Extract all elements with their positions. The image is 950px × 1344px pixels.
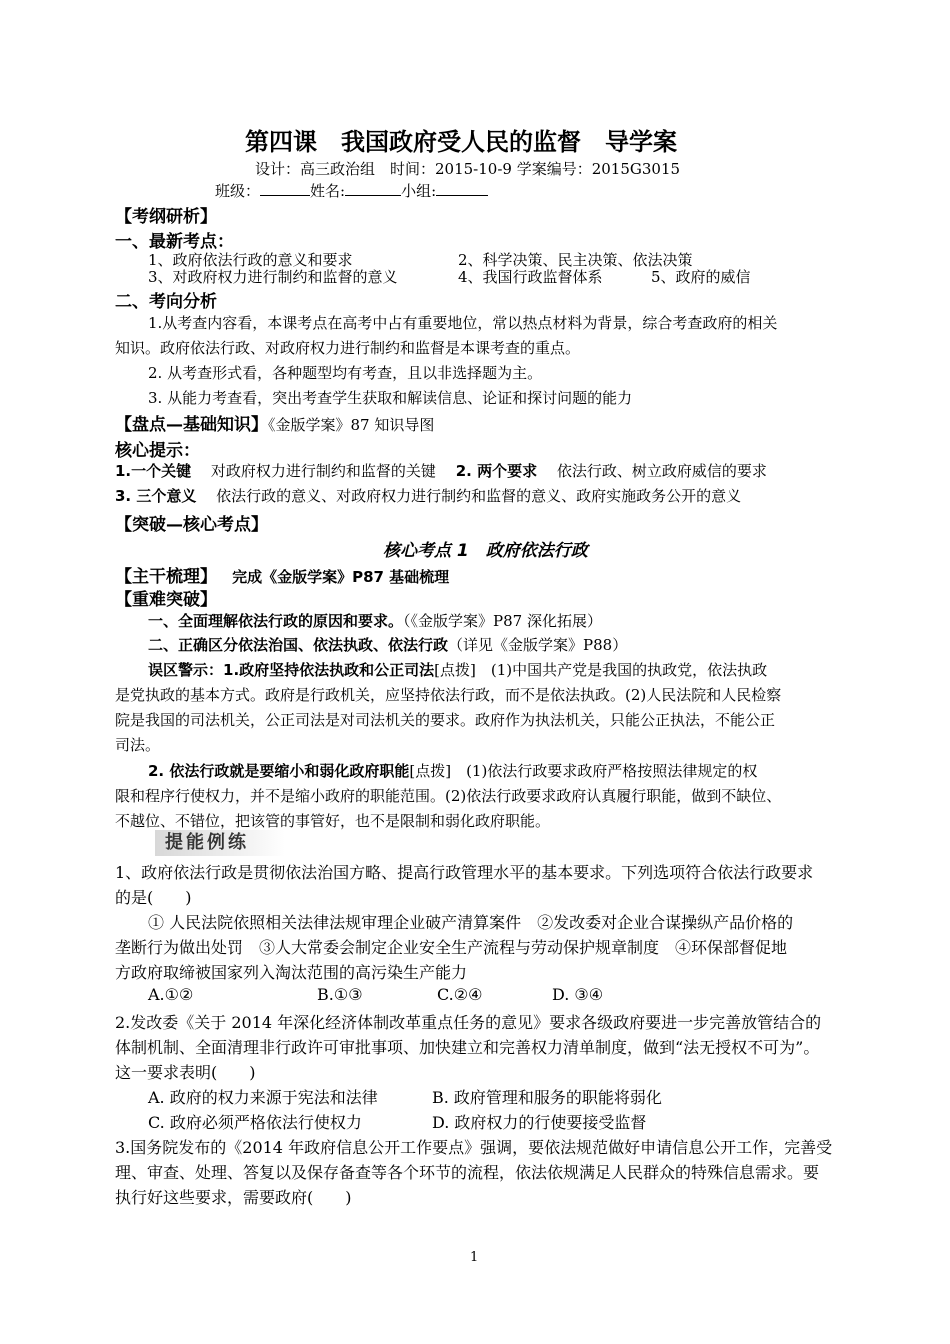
q2-option-b[interactable]: B. 政府管理和服务的职能将弱化 — [432, 1088, 662, 1107]
group-blank[interactable] — [436, 181, 488, 196]
name-blank[interactable] — [345, 181, 401, 196]
meta-line: 设计：高三政治组 时间：2015-10-9 学案编号：2015G3015 — [255, 160, 681, 178]
point-5: 5、政府的威信 — [651, 268, 751, 286]
core-point-title: 核心考点 1 政府依法行政 — [383, 541, 588, 561]
q2-option-d[interactable]: D. 政府权力的行使要接受监督 — [432, 1113, 647, 1132]
point-3: 3、对政府权力进行制约和监督的意义 — [148, 268, 398, 286]
warning-1-line2: 是党执政的基本方式。政府是行政机关，应坚持依法行政，而不是依法执政。(2)人民法院和人民检察 — [115, 686, 782, 704]
q3-line2: 理、审查、处理、答复以及保存备查等各个环节的流程，依法依规满足人民群众的特殊信息需求。要 — [115, 1163, 820, 1182]
class-line: 班级： 姓名: 小组: — [215, 180, 488, 201]
warning-1: 误区警示：1.政府坚持依法执政和公正司法[点拨] (1)中国共产党是我国的执政党，依法执政 — [148, 661, 768, 679]
warning-1-line3: 院是我国的司法机关，公正司法是对司法机关的要求。政府作为执法机关，只能公正执法，不能公正 — [115, 711, 776, 729]
q1-line3: ① 人民法院依照相关法律法规审理企业破产清算案件 ②发改委对企业合谋操纵产品价格的 — [148, 913, 794, 932]
q3-line1: 3.国务院发布的《2014 年政府信息公开工作要点》强调，要依法规范做好申请信息公开工作，完善受 — [115, 1138, 833, 1157]
section-syllabus: 【考纲研析】 — [115, 207, 217, 227]
point-2: 2、科学决策、民主决策、依法决策 — [458, 251, 693, 269]
analysis-3: 3. 从能力考查看，突出考查学生获取和解读信息、论证和探讨问题的能力 — [148, 389, 633, 407]
page-title: 第四课 我国政府受人民的监督 导学案 — [245, 128, 677, 156]
key-2: 二、正确区分依法治国、依法执政、依法行政（详见《金版学案》P88） — [148, 636, 628, 654]
q2-option-a[interactable]: A. 政府的权力来源于宪法和法律 — [148, 1088, 378, 1107]
key-1: 一、全面理解依法行政的原因和要求。（《金版学案》P87 深化拓展） — [148, 612, 602, 630]
q1-option-c[interactable]: C.②④ — [437, 985, 483, 1004]
q1-line5: 方政府取缔被国家列入淘汰范围的高污染生产能力 — [115, 963, 468, 982]
q1-option-d[interactable]: D. ③④ — [552, 985, 604, 1004]
subsection-latest: 一、最新考点： — [115, 232, 234, 252]
q1-line4: 垄断行为做出处罚 ③人大常委会制定企业安全生产流程与劳动保护规章制度 ④环保部督促地 — [115, 938, 788, 957]
analysis-1-line1: 1.从考查内容看，本课考点在高考中占有重要地位，常以热点材料为背景，综合考查政府的相关 — [148, 314, 778, 332]
warning-2-line3: 不越位、不错位，把该管的事管好，也不是限制和弱化政府职能。 — [115, 812, 551, 830]
q1-line2: 的是( ) — [115, 888, 192, 907]
subsection-direction: 二、考向分析 — [115, 292, 217, 312]
q2-option-c[interactable]: C. 政府必须严格依法行使权力 — [148, 1113, 362, 1132]
q1-option-a[interactable]: A.①② — [148, 985, 194, 1004]
section-core: 【突破—核心考点】 — [115, 515, 268, 535]
q2-line2: 体制机制、全面清理非行政许可审批事项、加快建立和完善权力清单制度，做到“法无授权不可为”。 — [115, 1038, 820, 1057]
section-basics: 【盘点—基础知识】《金版学案》87 知识导图 — [115, 415, 435, 435]
key-difficult: 【重难突破】 — [115, 590, 217, 610]
core-tip-label: 核心提示： — [115, 441, 200, 461]
q1-option-b[interactable]: B.①③ — [317, 985, 363, 1004]
q3-line3: 执行好这些要求，需要政府( ) — [115, 1188, 352, 1207]
main-review: 【主干梳理】 完成《金版学案》P87 基础梳理 — [115, 567, 450, 587]
point-1: 1、政府依法行政的意义和要求 — [148, 251, 353, 269]
q2-line1: 2.发改委《关于 2014 年深化经济体制改革重点任务的意见》要求各级政府要进一步完善放管结合的 — [115, 1013, 822, 1032]
class-blank[interactable] — [260, 181, 310, 196]
tip-1-2: 1.一个关键 对政府权力进行制约和监督的关键 2. 两个要求 依法行政、树立政府威信的要求 — [115, 462, 767, 480]
warning-2-line2: 限和程序行使权力，并不是缩小政府的职能范围。(2)依法行政要求政府认真履行职能，做到不缺位、 — [115, 787, 782, 805]
page-number: 1 — [470, 1250, 479, 1265]
tip-3: 3. 三个意义 依法行政的意义、对政府权力进行制约和监督的意义、政府实施政务公开的意义 — [115, 487, 742, 505]
point-4: 4、我国行政监督体系 — [458, 268, 603, 286]
analysis-2: 2. 从考查形式看，各种题型均有考查，且以非选择题为主。 — [148, 364, 543, 382]
practice-banner: 提能例练 — [155, 830, 285, 856]
q1-line1: 1、政府依法行政是贯彻依法治国方略、提高行政管理水平的基本要求。下列选项符合依法行政要求 — [115, 863, 814, 882]
warning-1-line4: 司法。 — [115, 736, 161, 754]
q2-line3: 这一要求表明( ) — [115, 1063, 256, 1082]
warning-2: 2. 依法行政就是要缩小和弱化政府职能[点拨] (1)依法行政要求政府严格按照法律规定的权 — [148, 762, 758, 780]
analysis-1-line2: 知识。政府依法行政、对政府权力进行制约和监督是本课考查的重点。 — [115, 339, 581, 357]
